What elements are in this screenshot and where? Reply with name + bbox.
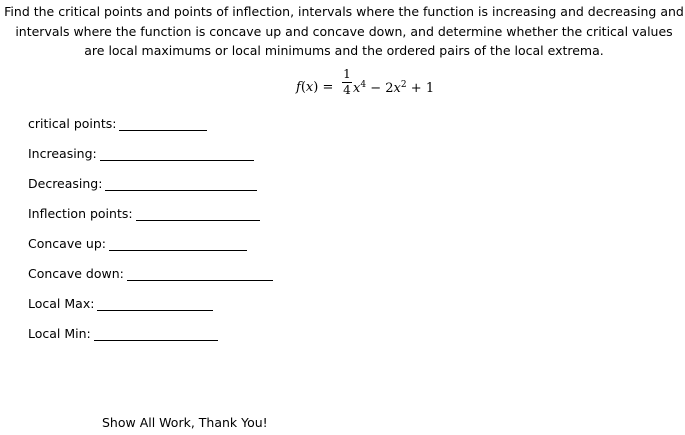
increasing-field — [28, 146, 254, 164]
formula-close-paren: ) — [313, 80, 319, 95]
local-max-blank[interactable] — [97, 298, 213, 311]
concave-up-field — [28, 236, 247, 254]
inflection-points-field — [28, 206, 260, 224]
decreasing-field — [28, 176, 257, 194]
formula-plus: + — [410, 81, 422, 96]
formula-term2-coefficient: 2 — [385, 81, 394, 96]
concave-down-field — [28, 266, 273, 284]
formula-open-paren: ( — [300, 80, 306, 95]
formula-function-name: f — [296, 80, 301, 95]
formula-term1-variable: x — [353, 81, 361, 96]
concave-down-blank[interactable] — [127, 268, 273, 281]
inflection-points-blank[interactable] — [136, 208, 260, 221]
concave-up-blank[interactable] — [109, 238, 247, 251]
local-max-label: Local Max: — [28, 296, 95, 311]
increasing-blank[interactable] — [100, 148, 254, 161]
formula-fraction — [342, 68, 352, 97]
formula-constant: 1 — [425, 81, 435, 96]
formula-rhs — [353, 80, 434, 96]
increasing-label: Increasing: — [28, 146, 97, 161]
formula-minus: − — [370, 81, 382, 96]
decreasing-blank[interactable] — [105, 178, 257, 191]
footer-note: Show All Work, Thank You! — [102, 415, 268, 430]
decreasing-label: Decreasing: — [28, 176, 103, 191]
instructions-paragraph: Find the critical points and points of inflection, intervals where the function is increasing and decreasing and intervals where the function is concave up and concave down, and determine whether the critical values are local maximums or local minimums and the ordered pairs of the local extrema. — [4, 4, 684, 58]
inflection-points-label: Inflection points: — [28, 206, 133, 221]
fraction-denominator: 4 — [343, 83, 351, 97]
formula-term2-exponent: 2 — [400, 80, 407, 90]
formula-equals: = — [322, 80, 334, 95]
concave-down-label: Concave down: — [28, 266, 124, 281]
local-min-label: Local Min: — [28, 326, 91, 341]
formula-term2-variable: x — [393, 81, 401, 96]
local-max-field — [28, 296, 213, 314]
fraction-numerator: 1 — [343, 67, 351, 81]
formula-lhs — [296, 80, 333, 95]
local-min-field — [28, 326, 218, 344]
critical-points-blank[interactable] — [119, 118, 207, 131]
local-min-blank[interactable] — [94, 328, 218, 341]
concave-up-label: Concave up: — [28, 236, 106, 251]
formula-term1-exponent: 4 — [360, 80, 367, 90]
formula-lhs-variable: x — [305, 80, 314, 95]
critical-points-field — [28, 116, 207, 134]
critical-points-label: critical points: — [28, 116, 117, 131]
